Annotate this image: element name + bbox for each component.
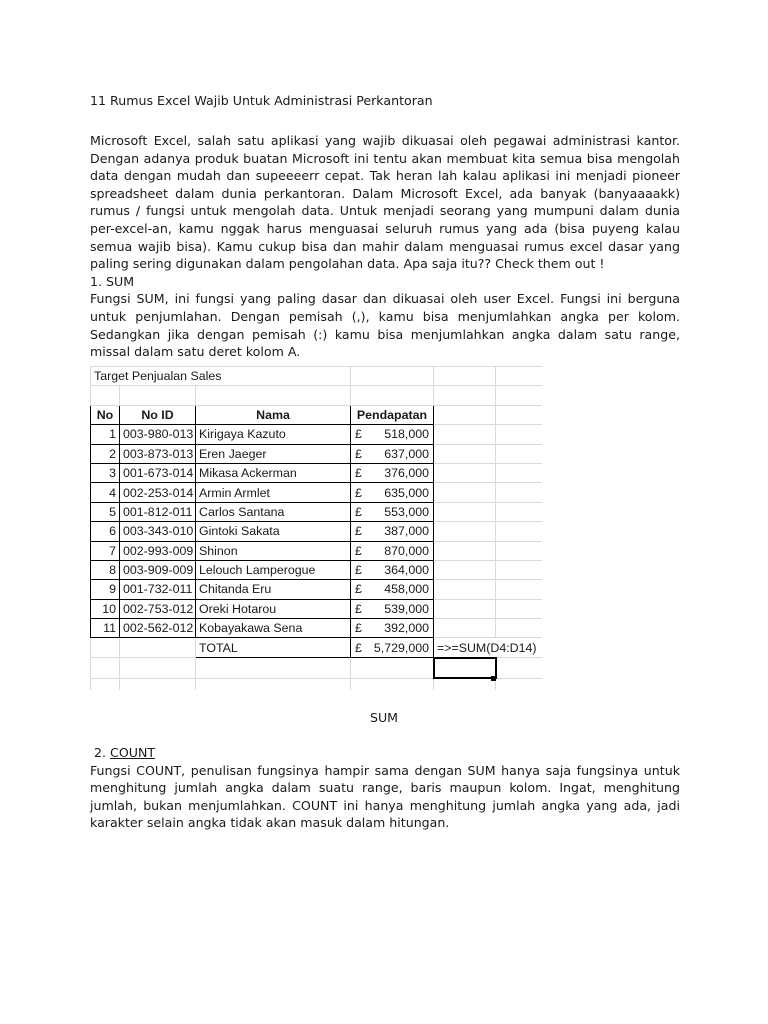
table-row <box>91 599 543 618</box>
table-row <box>91 541 543 560</box>
header-no: No <box>91 405 120 424</box>
header-pendapatan: Pendapatan <box>351 405 434 424</box>
cell-no[interactable]: 8 <box>91 560 120 579</box>
total-amount[interactable] <box>351 638 434 658</box>
cell-pendapatan[interactable] <box>351 502 434 521</box>
cell-pendapatan[interactable] <box>351 580 434 599</box>
cell-no[interactable]: 7 <box>91 541 120 560</box>
currency-symbol: £ <box>355 640 362 655</box>
cell-pendapatan[interactable] <box>351 541 434 560</box>
cell-nama[interactable]: Eren Jaeger <box>196 444 351 463</box>
currency-symbol: £ <box>355 524 362 539</box>
intro-paragraph: Microsoft Excel, salah satu aplikasi yang wajib dikuasai oleh pegawai administrasi kantor. Dengan adanya produk buatan Microsoft ini tentu akan membuat kita semua bisa mengolah data dengan mudah dan supeeeerr cepat. Tak heran lah kalau aplikasi ini menjadi pioneer spreadsheet dalam dunia perkantoran. Dalam Microsoft Excel, ada banyak (banyaaaakk) rumus / fungsi untuk mengolah data. Untuk menjadi seorang yang mumpuni dalam dunia per-excel-an, kamu nggak harus menguasai seluruh rumus yang ada (bisa puyeng kalau semua wajib bisa). Kamu cukup bisa dan mahir dalam menguasai rumus excel dasar yang paling sering digunakan dalam pengolahan data. Apa saja itu?? Check them out ! <box>90 133 680 272</box>
amount-value: 635,000 <box>384 485 429 500</box>
total-amount-value: 5,729,000 <box>373 640 429 655</box>
count-paragraph: Fungsi COUNT, penulisan fungsinya hampir sama dengan SUM hanya saja fungsinya untuk menghitung jumlah angka dalam suatu range, baris maupun kolom. Ingat, menghitung jumlah, bukan menjumlahkan. COUNT ini hanya menghitung jumlah angka yang ada, jadi karakter selain angka tidak akan masuk dalam hitungan. <box>90 762 680 831</box>
cell-id[interactable]: 001-732-011 <box>120 580 196 599</box>
cell-id[interactable]: 001-812-011 <box>120 502 196 521</box>
cell-pendapatan[interactable] <box>351 444 434 463</box>
cell-nama[interactable]: Kobayakawa Sena <box>196 619 351 638</box>
count-number: 2. <box>94 745 111 760</box>
cell-nama[interactable]: Kirigaya Kazuto <box>196 425 351 444</box>
currency-symbol: £ <box>355 563 362 578</box>
cell-pendapatan[interactable] <box>351 483 434 502</box>
document-title: 11 Rumus Excel Wajib Untuk Administrasi Perkantoran <box>90 93 433 108</box>
document-body <box>90 92 680 361</box>
header-id: No ID <box>120 405 196 424</box>
money-value <box>355 619 429 637</box>
cell-no[interactable]: 9 <box>91 580 120 599</box>
count-section <box>90 744 680 832</box>
cell-pendapatan[interactable] <box>351 619 434 638</box>
cell-id[interactable]: 002-753-012 <box>120 599 196 618</box>
amount-value: 870,000 <box>384 543 429 558</box>
currency-symbol: £ <box>355 485 362 500</box>
currency-symbol: £ <box>355 466 362 481</box>
table-row <box>91 444 543 463</box>
cell-no[interactable]: 1 <box>91 425 120 444</box>
formula-note[interactable]: =>=SUM(D4:D14) <box>434 638 543 658</box>
cell-no[interactable]: 6 <box>91 522 120 541</box>
money-value <box>355 425 429 443</box>
sheet-title: Target Penjualan Sales <box>91 367 351 386</box>
currency-symbol: £ <box>355 582 362 597</box>
cell-id[interactable]: 003-343-010 <box>120 522 196 541</box>
money-value <box>355 503 429 521</box>
cell-nama[interactable]: Lelouch Lamperogue <box>196 560 351 579</box>
cell-pendapatan[interactable] <box>351 599 434 618</box>
cell-nama[interactable]: Gintoki Sakata <box>196 522 351 541</box>
cell-pendapatan[interactable] <box>351 463 434 482</box>
cell-pendapatan[interactable] <box>351 560 434 579</box>
cell-no[interactable]: 10 <box>91 599 120 618</box>
money-value <box>355 522 429 540</box>
cell-no[interactable]: 4 <box>91 483 120 502</box>
currency-symbol: £ <box>355 504 362 519</box>
amount-value: 539,000 <box>384 601 429 616</box>
amount-value: 376,000 <box>384 466 429 481</box>
currency-symbol: £ <box>355 543 362 558</box>
sum-paragraph: Fungsi SUM, ini fungsi yang paling dasar dan dikuasai oleh user Excel. Fungsi ini berguna untuk penjumlahan. Dengan pemisah (,), kamu bisa menjumlahkan angka per kolom. Sedangkan jika dengan pemisah (:) kamu bisa menjumlahkan angka dalam satu range, missal dalam satu deret kolom A. <box>90 291 680 360</box>
currency-symbol: £ <box>355 621 362 636</box>
cell-nama[interactable]: Oreki Hotarou <box>196 599 351 618</box>
count-heading <box>90 744 680 762</box>
spreadsheet-figure <box>90 366 542 690</box>
cell-no[interactable]: 3 <box>91 463 120 482</box>
cell-id[interactable]: 003-873-013 <box>120 444 196 463</box>
cell-id[interactable]: 003-980-013 <box>120 425 196 444</box>
cell-id[interactable]: 002-993-009 <box>120 541 196 560</box>
header-nama: Nama <box>196 405 351 424</box>
table-header-row <box>91 405 543 424</box>
total-row <box>91 638 543 658</box>
money-value <box>355 445 429 463</box>
cell-no[interactable]: 2 <box>91 444 120 463</box>
money-value <box>355 600 429 618</box>
cell-nama[interactable]: Mikasa Ackerman <box>196 463 351 482</box>
table-row <box>91 560 543 579</box>
table-row <box>91 502 543 521</box>
amount-value: 387,000 <box>384 524 429 539</box>
total-label[interactable]: TOTAL <box>196 638 351 658</box>
amount-value: 637,000 <box>384 446 429 461</box>
amount-value: 458,000 <box>384 582 429 597</box>
table-row <box>91 522 543 541</box>
cell-no[interactable]: 11 <box>91 619 120 638</box>
figure-caption: SUM <box>369 710 399 725</box>
cell-id[interactable]: 002-562-012 <box>120 619 196 638</box>
cell-no[interactable]: 5 <box>91 502 120 521</box>
money-value <box>355 561 429 579</box>
sum-heading: 1. SUM <box>90 273 135 289</box>
sales-table <box>90 366 542 690</box>
money-value <box>355 464 429 482</box>
selected-cell[interactable] <box>434 658 496 678</box>
count-link[interactable]: COUNT <box>110 745 156 760</box>
total-money <box>355 639 429 657</box>
cell-nama[interactable]: Chitanda Eru <box>196 580 351 599</box>
currency-symbol: £ <box>355 601 362 616</box>
table-row <box>91 619 543 638</box>
cell-id[interactable]: 003-909-009 <box>120 560 196 579</box>
money-value <box>355 484 429 502</box>
cell-pendapatan[interactable] <box>351 522 434 541</box>
amount-value: 518,000 <box>384 427 429 442</box>
amount-value: 364,000 <box>384 563 429 578</box>
table-row <box>91 483 543 502</box>
selection-fill-handle[interactable] <box>491 676 496 681</box>
cell-nama[interactable]: Carlos Santana <box>196 502 351 521</box>
amount-value: 392,000 <box>384 621 429 636</box>
table-row <box>91 425 543 444</box>
money-value <box>355 580 429 598</box>
table-row <box>91 463 543 482</box>
cell-pendapatan[interactable] <box>351 425 434 444</box>
cell-id[interactable]: 001-673-014 <box>120 463 196 482</box>
currency-symbol: £ <box>355 446 362 461</box>
cell-id[interactable]: 002-253-014 <box>120 483 196 502</box>
amount-value: 553,000 <box>384 504 429 519</box>
table-row <box>91 580 543 599</box>
table-row <box>91 658 543 678</box>
cell-nama[interactable]: Shinon <box>196 541 351 560</box>
cell-nama[interactable]: Armin Armlet <box>196 483 351 502</box>
money-value <box>355 542 429 560</box>
currency-symbol: £ <box>355 427 362 442</box>
